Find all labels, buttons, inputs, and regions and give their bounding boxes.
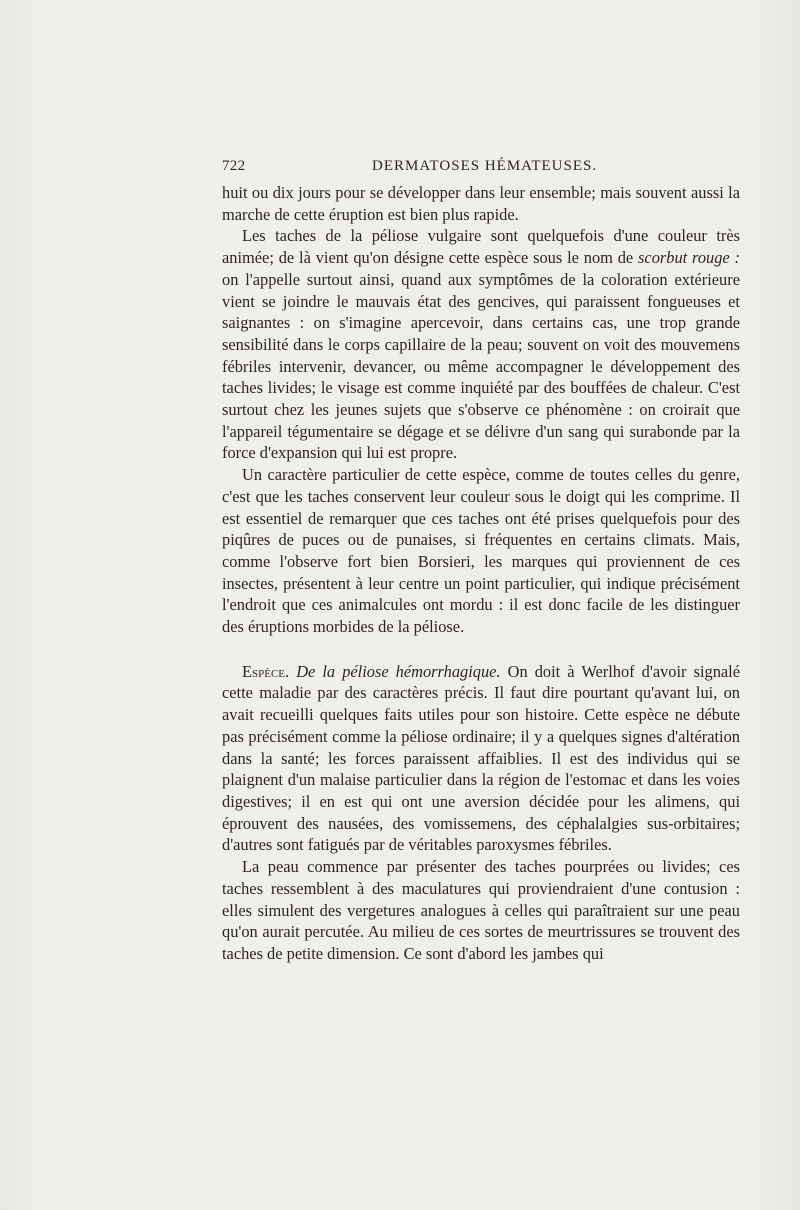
section-gap: [222, 638, 740, 661]
body-text: [222, 182, 740, 965]
paragraph-4: [222, 661, 740, 856]
paragraph-5: La peau commence par présenter des taches pourprées ou livides; ces taches ressemblent à des maculatures qui proviendraient d'une contusion : elles simulent des vergetures analogues à celles qui paraîtraient sur une peau qu'on aurait percutée. Au milieu de ces sortes de meurtrissures se trouvent des taches de petite dimension. Ce sont d'abord les jambes qui: [222, 857, 740, 963]
paragraph-2-italic: scorbut rouge :: [638, 248, 740, 268]
species-label: Espèce.: [242, 661, 290, 681]
paragraph-2-text-a: Les taches de la péliose vulgaire sont quelquefois d'une couleur très animée; de là vient qu'on désigne cette espèce sous le nom de: [222, 226, 740, 268]
species-title: De la péliose hémorrhagique.: [296, 661, 501, 681]
paragraph-2: [222, 225, 740, 464]
running-title: DERMATOSES HÉMATEUSES.: [372, 158, 598, 174]
paragraph-4-text: On doit à Werlhof d'avoir signalé cette maladie par des caractères précis. Il faut dire pourtant qu'avant lui, on avait recueilli quelques faits utiles pour son histoire. Cette espèce ne débute pas précisément comme la péliose ordinaire; il y a quelques signes d'altération dans la santé; les forces paraissent affaiblies. Il est des individus qui se plaignent d'un malaise particulier dans la région de l'estomac et dans les voies digestives; il en est qui ont une aversion décidée pour les alimens, qui éprouvent des nausées, des vomissemens, des céphalalgies sus-orbitaires; d'autres sont fatigués par de véritables paroxysmes fébriles.: [222, 661, 740, 855]
paragraph-1: huit ou dix jours pour se développer dans leur ensemble; mais souvent aussi la marche de cette éruption est bien plus rapide.: [222, 183, 740, 224]
paragraph-2-text-b: on l'appelle surtout ainsi, quand aux symptômes de la coloration extérieure vient se joindre le mauvais état des gencives, qui paraissent fongueuses et saignantes : on s'imagine apercevoir, dans certains cas, une trop grande sensibilité dans le corps capillaire de la peau; souvent on voit des mouvemens fébriles intervenir, devancer, ou même accompagner le développement des taches livides; le visage est comme inquiété par des bouffées de chaleur. C'est surtout chez les jeunes sujets que s'observe ce phénomène : on croirait que l'appareil tégumentaire se dégage et se délivre d'un sang qui surabonde par la force d'expansion qui lui est propre.: [222, 269, 740, 463]
paragraph-3: Un caractère particulier de cette espèce, comme de toutes celles du genre, c'est que les taches conservent leur couleur sous le doigt qui les comprime. Il est essentiel de remarquer que ces taches ont été prises quelquefois pour des piqûres de puces ou de punaises, si fréquentes en certains climats. Mais, comme l'observe fort bien Borsieri, les marques qui proviennent de ces insectes, présentent à leur centre un point particulier, qui indique précisément l'endroit que ces animalcules ont mordu : il est donc facile de les distinguer des éruptions morbides de la péliose.: [222, 465, 740, 637]
running-header: [222, 158, 740, 180]
page-number: 722: [222, 158, 246, 174]
